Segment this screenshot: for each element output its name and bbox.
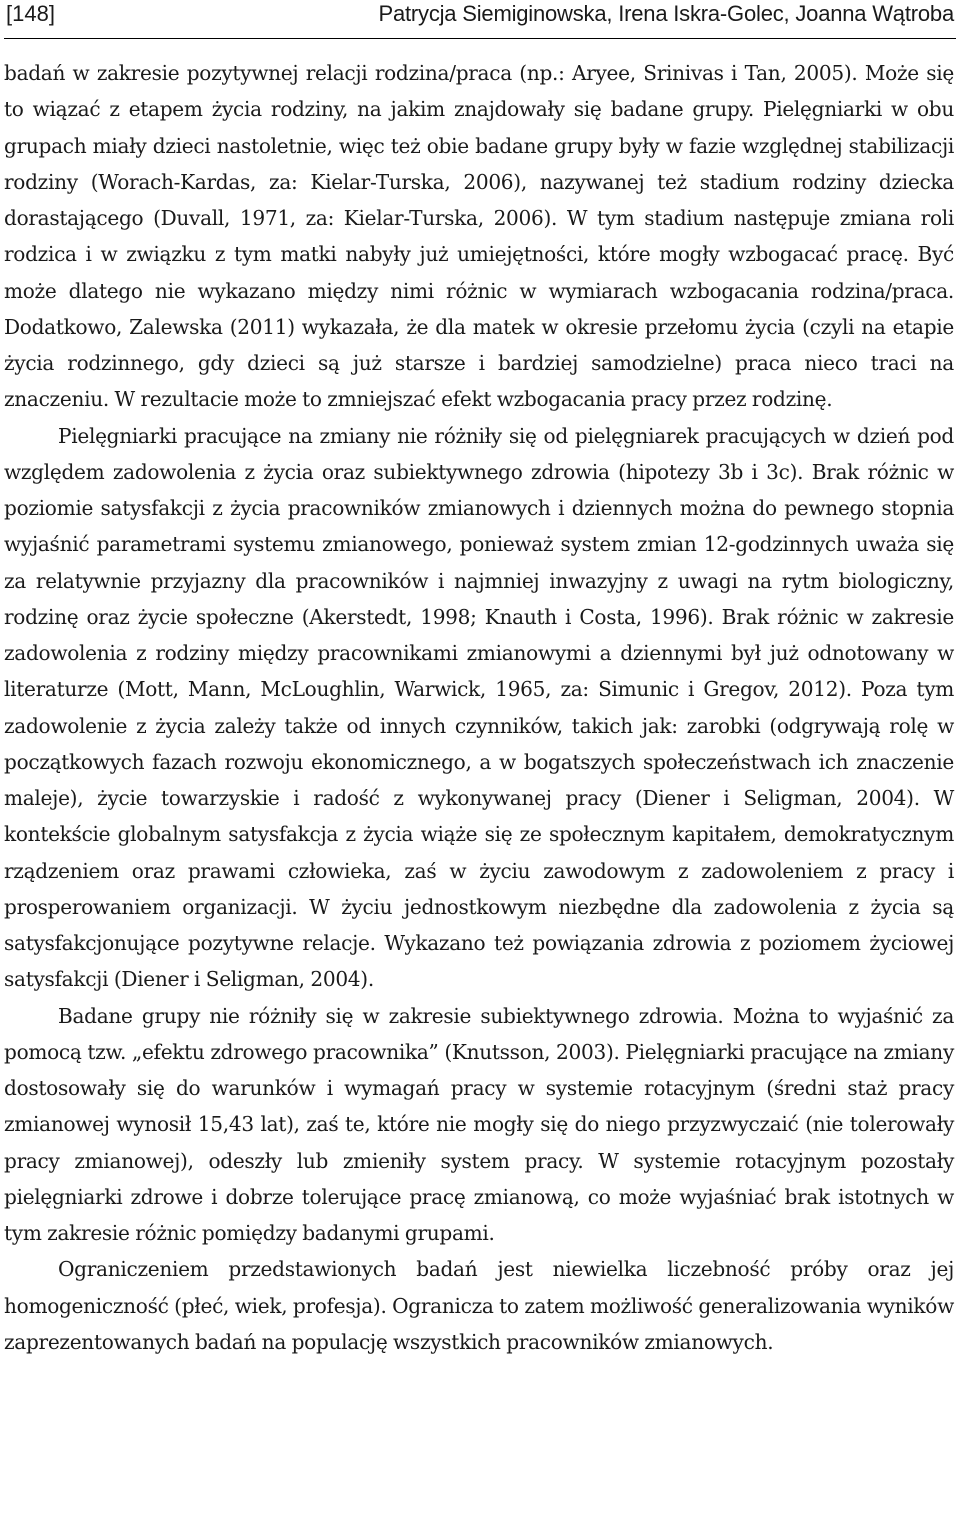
running-header-authors: Patrycja Siemiginowska, Irena Iskra-Golec, Joanna Wątroba xyxy=(378,1,954,26)
paragraph-limitations: Ograniczeniem przedstawionych badań jest niewielka liczebność próby oraz jej homogeniczność (płeć, wiek, profesja). Ogranicza to zatem możliwość generalizowania wyników zaprezentowanych badań na populację wszystkich pracowników zmianowych. xyxy=(4,1257,954,1354)
paragraph-life-satisfaction: Pielęgniarki pracujące na zmiany nie różniły się od pielęgniarek pracujących w dzień pod względem zadowolenia z życia oraz subiektywnego zdrowia (hipotezy 3b i 3c). Brak różnic w poziomie satysfakcji z życia pracowników zmianowych i dziennych można do pewnego stopnia wyjaśnić parametrami systemu zmianowego, ponieważ system zmian 12-godzinnych uważa się za relatywnie przyjazny dla pracowników i najmniej inwazyjny z uwagi na rytm biologiczny, rodzinę oraz życie społeczne (Akerstedt, 1998; Knauth i Costa, 1996). Brak różnic w zakresie zadowolenia z rodziny między pracownikami zmianowymi a dziennymi był już odnotowany w literaturze (Mott, Mann, McLoughlin, Warwick, 1965, za: Simunic i Gregov, 2012). Poza tym zadowolenie z życia zależy także od innych czynników, takich jak: zarobki (odgrywają rolę w początkowych fazach rozwoju ekonomicznego, a w bogatszych społeczeństwach ich znaczenie maleje), życie towarzyskie i radość z wykonywanej pracy (Diener i Seligman, 2004). W kontekście globalnym satysfakcja z życia wiąże się ze społecznym kapitałem, demokratycznym rządzeniem oraz prawami człowieka, zaś w życiu zawodowym z zadowoleniem z pracy i prosperowaniem organizacji. W życiu jednostkowym niezbędne dla zadowolenia z życia są satysfakcjonujące pozytywne relacje. Wykazano też powiązania zdrowia z poziomem życiowej satysfakcji (Diener i Seligman, 2004). xyxy=(4,423,954,992)
running-header xyxy=(6,0,954,40)
paragraph-subjective-health: Badane grupy nie różniły się w zakresie subiektywnego zdrowia. Można to wyjaśnić za pomocą tzw. „efektu zdrowego pracownika” (Knutsson, 2003). Pielęgniarki pracujące na zmiany dostosowały się do warunków i wymagań pracy w systemie rotacyjnym (średni staż pracy zmianowej wynosił 15,43 lat), zaś te, które nie mogły się do niego przyzwyczaić (nie tolerowały pracy zmianowej), odeszły lub zmieniły system pracy. W systemie rotacyjnym pozostały pielęgniarki zdrowe i dobrze tolerujące pracę zmianową, co może wyjaśniać brak istotnych w tym zakresie różnic pomiędzy badanymi grupami. xyxy=(4,1003,954,1245)
page-number: [148] xyxy=(6,1,55,26)
article-body xyxy=(4,55,954,1360)
header-rule xyxy=(4,38,956,39)
paragraph-continuation: badań w zakresie pozytywnej relacji rodzina/praca (np.: Aryee, Srinivas i Tan, 2005). Może się to wiązać z etapem życia rodziny, na jakim znajdowały się badane grupy. Pielęgniarki w obu grupach miały dzieci nastoletnie, więc też obie badane grupy były w fazie względnej stabilizacji rodziny (Worach-Kardas, za: Kielar-Turska, 2006), nazywanej też stadium rodziny dziecka dorastającego (Duvall, 1971, za: Kielar-Turska, 2006). W tym stadium następuje zmiana roli rodzica i w związku z tym matki nabyły już umiejętności, które mogły wzbogacać pracę. Być może dlatego nie wykazano między nimi różnic w wymiarach wzbogacania rodzina/praca. Dodatkowo, Zalewska (2011) wykazała, że dla matek w okresie przełomu życia (czyli na etapie życia rodzinnego, gdy dzieci są już starsze i bardziej samodzielne) praca nieco traci na znaczeniu. W rezultacie może to zmniejszać efekt wzbogacania pracy przez rodzinę. xyxy=(4,61,954,412)
